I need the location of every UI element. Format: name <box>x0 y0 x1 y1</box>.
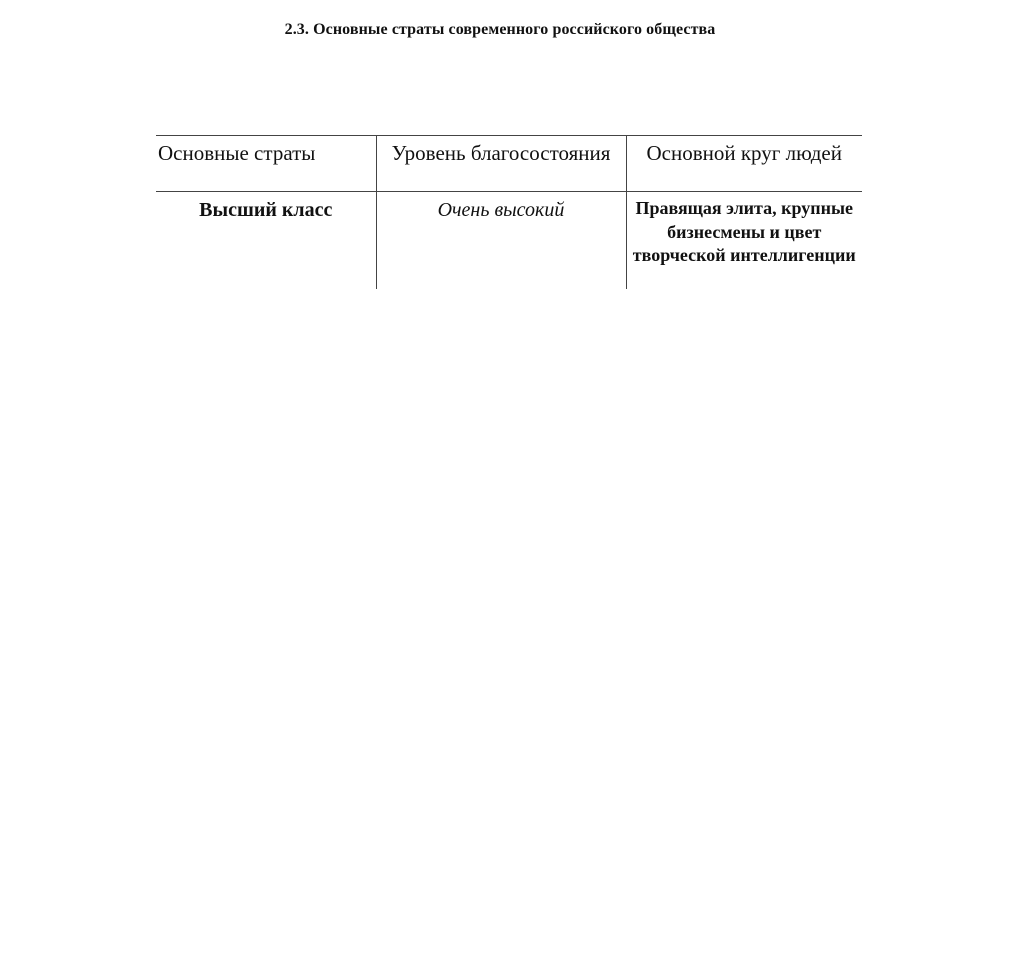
table-row <box>156 192 862 290</box>
cell-wealth-level: Очень высокий <box>376 192 626 290</box>
table-header <box>156 136 862 192</box>
header-strata: Основные страты <box>158 141 316 165</box>
header-row <box>156 136 862 192</box>
header-wealth-level: Уровень благосостояния <box>376 136 626 192</box>
header-people: Основной круг людей <box>626 136 862 192</box>
table-body <box>156 192 862 290</box>
strata-table <box>156 135 862 289</box>
strata-table-container <box>156 135 862 289</box>
cell-stratum: Высший класс <box>199 199 333 221</box>
document-title: 2.3. Основные страты современного российского общества <box>284 21 716 38</box>
cell-people: Правящая элита, крупные бизнесмены и цвет творческой интеллигенции <box>626 192 862 290</box>
